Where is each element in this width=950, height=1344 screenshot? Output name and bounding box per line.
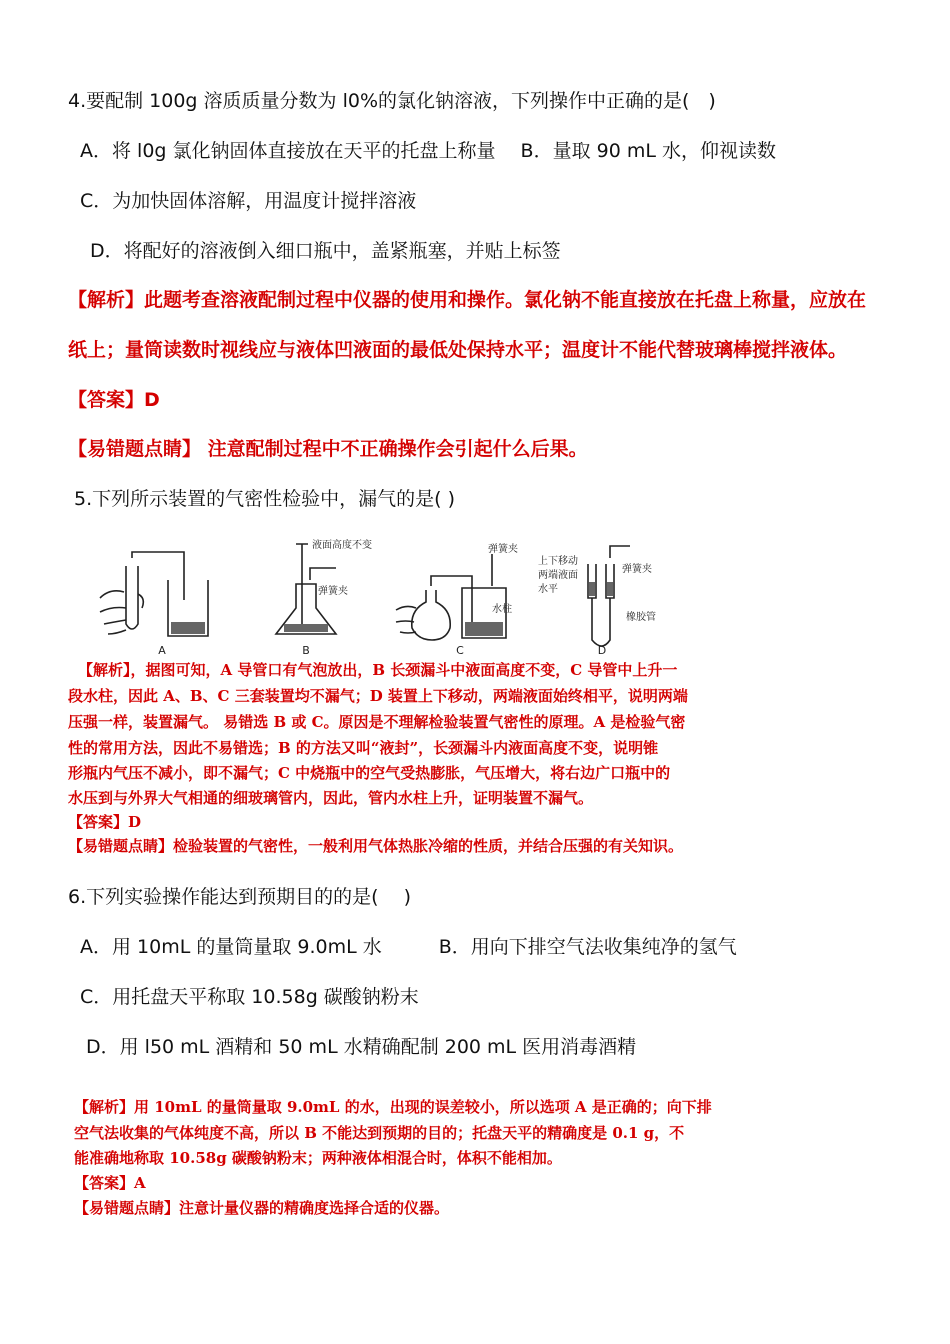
note-c-water: 水柱 — [492, 604, 512, 615]
q5-answer: 【答案】D — [68, 813, 142, 831]
figure-label-d: D — [597, 644, 607, 657]
q5-analysis-line4: 性的常用方法，因此不易错选；B 的方法又叫“液封”，长颈漏斗内液面高度不变，说明锥 — [68, 739, 659, 757]
q6-tip: 【易错题点睛】注意计量仪器的精确度选择合适的仪器。 — [74, 1199, 450, 1217]
q5-tip: 【易错题点睛】检验装置的气密性，一般利用气体热胀冷缩的性质，并结合压强的有关知识。 — [68, 837, 684, 855]
q6-analysis-line2: 空气法收集的气体纯度不高，所以 B 不能达到预期的目的；托盘天平的精确度是 0.1 g，不 — [74, 1124, 685, 1142]
q6-option-d: D．用 l50 mL 酒精和 50 mL 水精确配制 200 mL 医用消毒酒精 — [86, 1036, 637, 1058]
q6-answer: 【答案】A — [74, 1174, 146, 1192]
note-d-clip: 弹簧夹 — [622, 564, 652, 575]
apparatus-a-tube — [132, 552, 184, 600]
q4-option-d: D．将配好的溶液倒入细口瓶中，盖紧瓶塞，并贴上标签 — [90, 240, 561, 262]
figure-label-b: B — [302, 644, 310, 657]
q6-analysis-line1: 【解析】用 10mL 的量筒量取 9.0mL 的水，出现的误差较小，所以选项 A 是正确的；向下排 — [74, 1098, 712, 1116]
note-d-move: 上下移动 — [538, 556, 578, 567]
figure-label-a: A — [158, 644, 166, 657]
q4-analysis-line1: 【解析】此题考查溶液配制过程中仪器的使用和操作。氯化钠不能直接放在托盘上称量，应放在 — [68, 289, 867, 311]
apparatus-c-flask — [412, 590, 450, 640]
q5-stem: 5.下列所示装置的气密性检验中，漏气的是( ) — [74, 488, 455, 510]
note-c-clip: 弹簧夹 — [488, 544, 518, 555]
q4-stem: 4.要配制 100g 溶质质量分数为 l0%的氯化钠溶液，下列操作中正确的是( ) — [68, 90, 716, 112]
apparatus-b-funnel — [296, 544, 308, 630]
note-d-levels: 两端液面 — [538, 570, 578, 581]
q5-analysis-line1: 【解析】，据图可知，A 导管口有气泡放出，B 长颈漏斗中液面高度不变，C 导管中上升一 — [78, 661, 678, 679]
apparatus-a-hand — [100, 591, 143, 634]
q5-analysis-line6: 水压到与外界大气相通的细玻璃管内，因此，管内水柱上升，证明装置不漏气。 — [68, 789, 594, 807]
q4-option-c: C．为加快固体溶解，用温度计搅拌溶液 — [80, 190, 417, 212]
apparatus-b-side-tube — [310, 568, 336, 580]
note-d-level: 水平 — [538, 584, 558, 595]
q5-analysis-line3: 压强一样，装置漏气。 易错选 B 或 C。原因是不理解检验装置气密性的原理。A 是检验气密 — [68, 713, 686, 731]
q6-stem: 6.下列实验操作能达到预期目的的是( ) — [68, 886, 411, 908]
figure-label-c: C — [456, 644, 464, 657]
note-b-level: 液面高度不变 — [312, 540, 372, 551]
note-b-clip: 弹簧夹 — [318, 586, 348, 597]
note-d-hose: 橡胶管 — [626, 612, 656, 623]
apparatus-a-test-tube — [126, 566, 138, 629]
q4-answer: 【答案】D — [68, 389, 160, 411]
apparatus-d-hose — [592, 598, 610, 646]
q5-analysis-line5: 形瓶内气压不减小，即不漏气；C 中烧瓶中的空气受热膨胀，气压增大，将右边广口瓶中的 — [68, 764, 671, 782]
q6-options-ab: A．用 10mL 的量筒量取 9.0mL 水 B．用向下排空气法收集纯净的氢气 — [80, 936, 737, 958]
q4-options-ab: A．将 l0g 氯化钠固体直接放在天平的托盘上称量 B．量取 90 mL 水，仰视读数 — [80, 140, 776, 162]
q4-analysis-line2: 纸上；量筒读数时视线应与液体凹液面的最低处保持水平；温度计不能代替玻璃棒搅拌液体。 — [68, 339, 848, 361]
q5-analysis-line2: 段水柱，因此 A、B、C 三套装置均不漏气；D 装置上下移动，两端液面始终相平，说明两端 — [68, 687, 688, 705]
q6-option-c: C．用托盘天平称取 10.58g 碳酸钠粉末 — [80, 986, 419, 1008]
q5-apparatus-figure — [92, 536, 752, 658]
q6-analysis-line3: 能准确地称取 10.58g 碳酸钠粉末；两种液体相混合时，体积不能相加。 — [74, 1149, 562, 1167]
q4-tip: 【易错题点睛】 注意配制过程中不正确操作会引起什么后果。 — [68, 438, 588, 460]
